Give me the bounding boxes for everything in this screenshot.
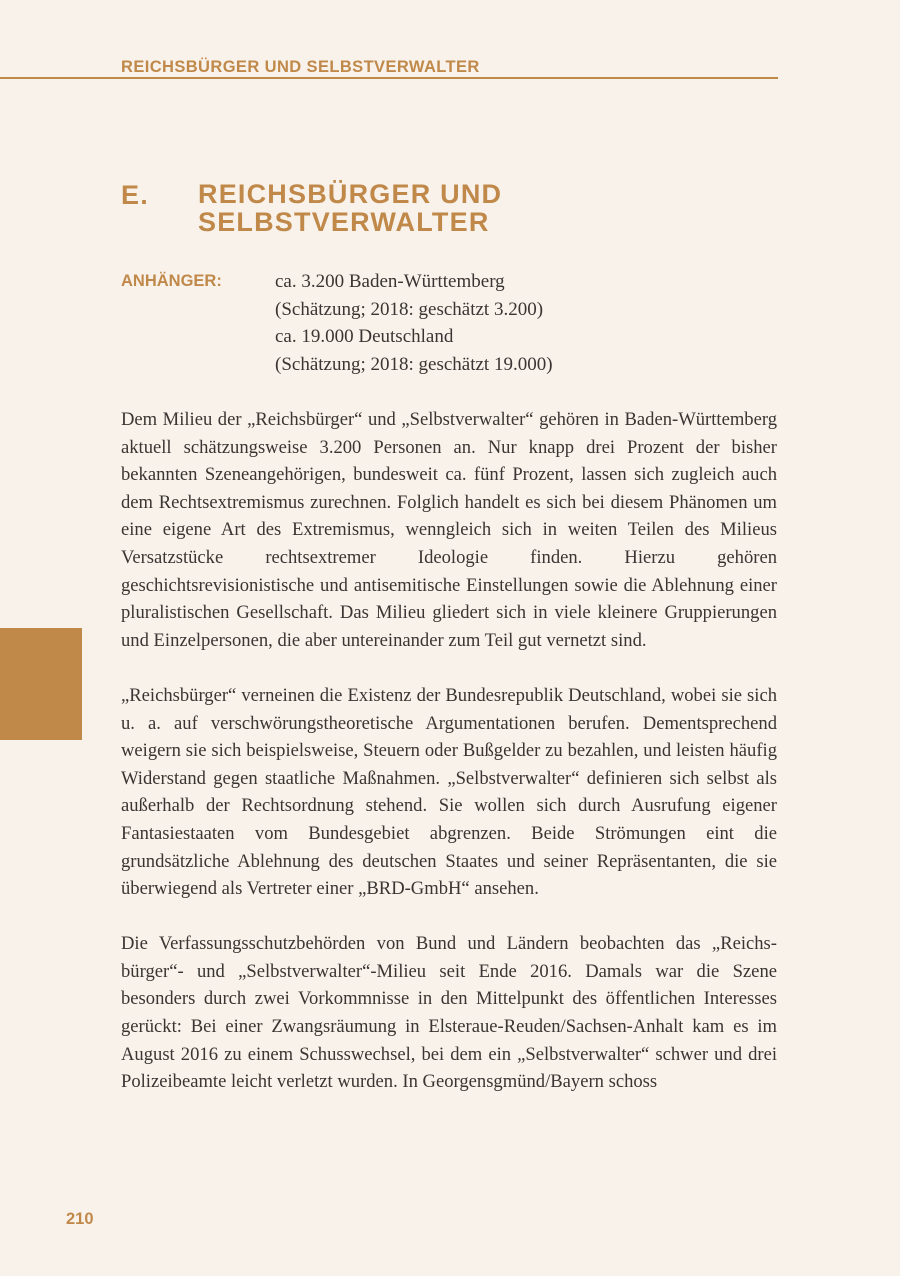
chapter-title-line-1: REICHSBÜRGER UND	[198, 179, 503, 209]
followers-line: ca. 3.200 Baden-Württemberg	[275, 271, 505, 292]
paragraph: „Reichsbürger“ verneinen die Existenz der Bundesrepublik Deutschland, wobei sie sich u. a. auf verschwörungstheoretische Argumentationen berufen. Dementsprechend weigern sie sich beispielsweise, Steuern oder Bußgelder zu bezahlen, und leisten häufig Widerstand gegen staatliche Maßnahmen. „Selbstverwalter“ definieren sich selbst als außerhalb der Rechtsordnung stehend. Sie wollen sich durch Ausrufung eigener Fantasiestaaten vom Bundesgebiet abgrenzen. Beide Strömungen eint die grundsätzliche Ablehnung des deutschen Staates und seiner Repräsentanten, die sie überwiegend als Vertreter einer „BRD-GmbH“ ansehen.	[121, 684, 777, 900]
body-text	[121, 406, 777, 1123]
paragraph: Die Verfassungsschutzbehörden von Bund und Ländern beobachten das „Reichsbürger“- und „Selbstverwalter“-Milieu seit Ende 2016. Damals war die Szene besonders durch zwei Vorkommnisse in den Mittelpunkt des öffentlichen Interesses gerückt: Bei einer Zwangsräumung in Elsteraue-Reuden/Sachsen-Anhalt kam es im August 2016 zu einem Schusswechsel, bei dem ein „Selbstverwalter“ schwer und drei Polizeibeamte leicht verletzt wurden. In Georgensgmünd/Bayern schoss	[121, 933, 777, 1093]
followers-label: ANHÄNGER:	[121, 272, 222, 290]
followers-values	[275, 268, 553, 378]
chapter-letter: E.	[121, 180, 149, 210]
chapter-title	[198, 180, 758, 236]
followers-line: ca. 19.000 Deutschland	[275, 326, 454, 347]
followers-line: (Schätzung; 2018: geschätzt 19.000)	[275, 353, 553, 375]
paragraph: Dem Milieu der „Reichsbürger“ und „Selbstverwalter“ gehören in Baden-Württemberg aktuell schätzungsweise 3.200 Personen an. Nur knapp drei Prozent der bisher bekannten Szeneangehörigen, bundesweit ca. fünf Prozent, lassen sich zugleich auch dem Rechtsextremismus zurechnen. Folglich handelt es sich bei diesem Phänomen um eine eigene Art des Extremismus, wenngleich sich in weiten Teilen des Milieus Versatzstücke rechtsextremer Ideologie finden. Hierzu gehören geschichtsrevisionistische und antisemitische Einstellungen sowie die Ablehnung einer pluralistischen Gesellschaft. Das Milieu gliedert sich in viele kleinere Gruppierungen und Einzelpersonen, die aber untereinander zum Teil gut vernetzt sind.	[121, 409, 777, 651]
chapter-side-tab	[0, 628, 82, 740]
running-header: REICHSBÜRGER UND SELBSTVERWALTER	[121, 58, 480, 76]
header-rule	[0, 77, 778, 79]
followers-line: (Schätzung; 2018: geschätzt 3.200)	[275, 298, 544, 320]
page-number: 210	[66, 1210, 94, 1228]
chapter-title-line-2: SELBSTVERWALTER	[198, 207, 490, 237]
